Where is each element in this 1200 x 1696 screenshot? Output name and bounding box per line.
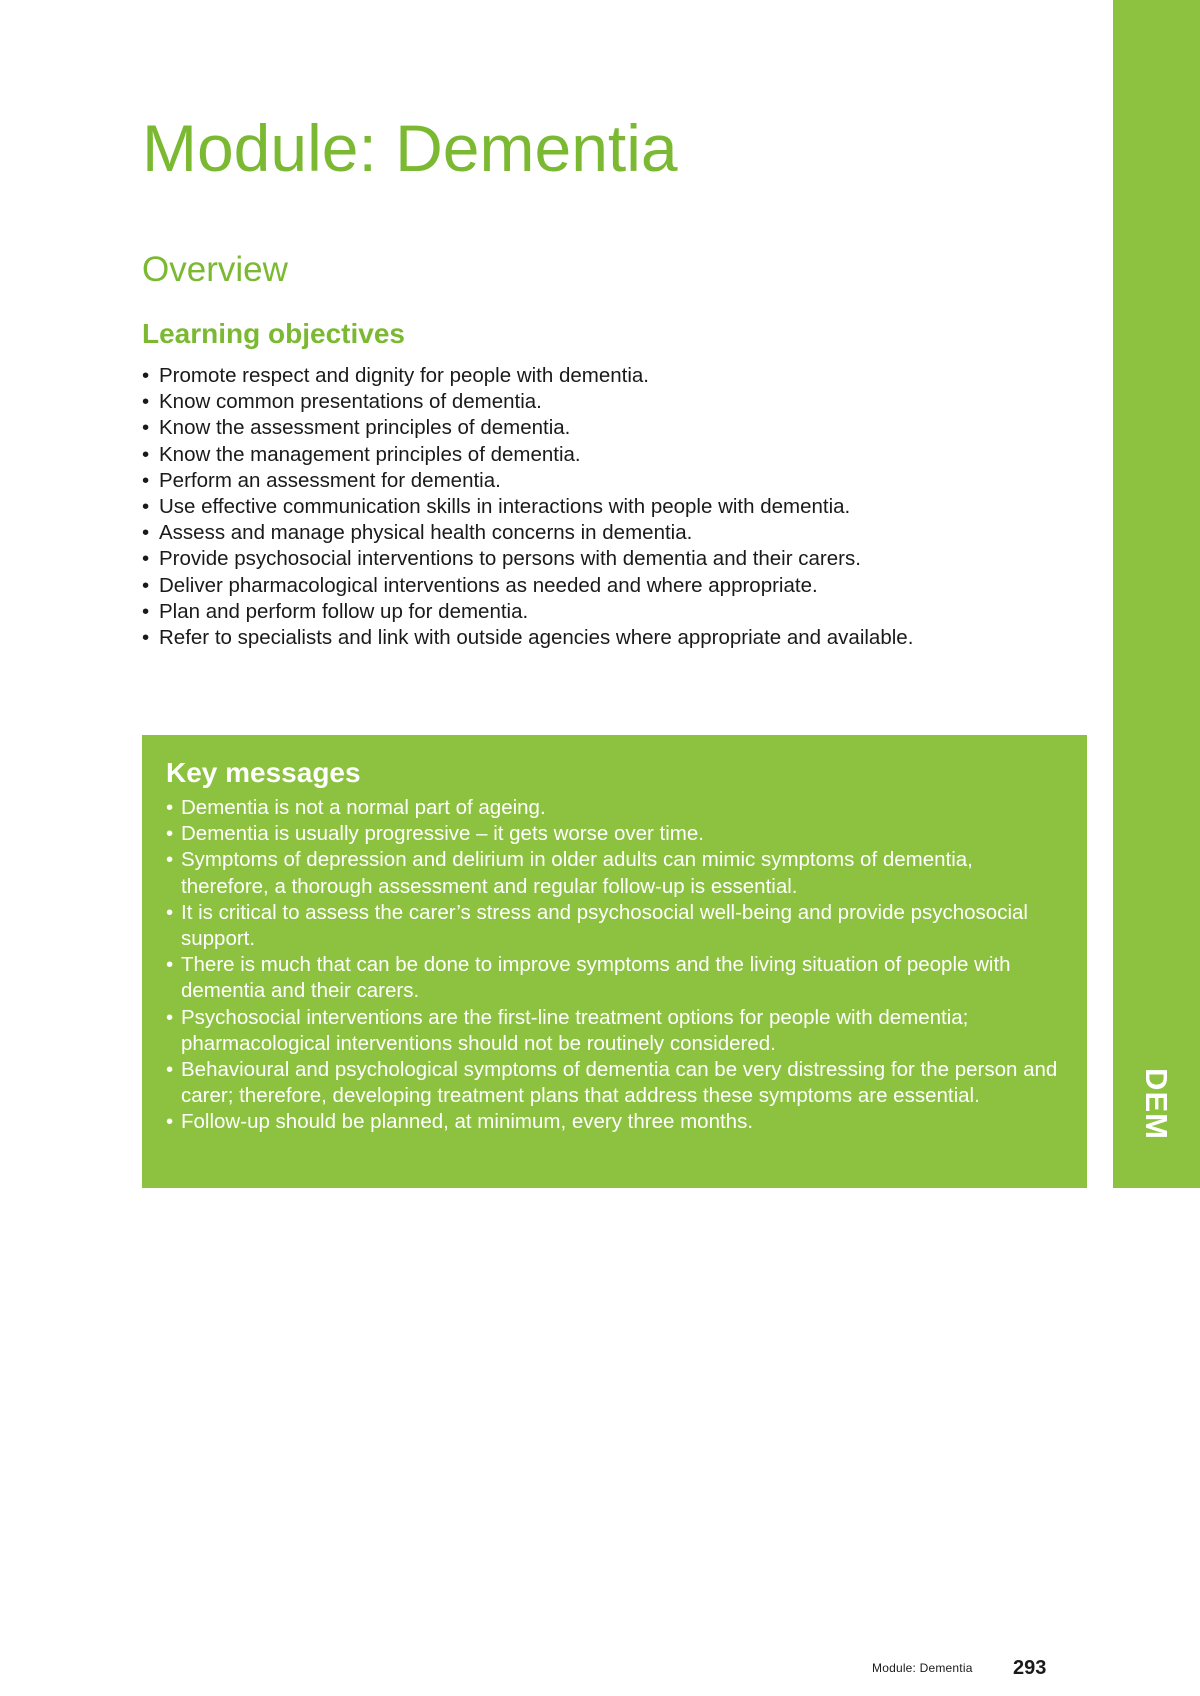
footer-module-label: Module: Dementia: [872, 1661, 973, 1675]
bullet-icon: •: [166, 796, 174, 819]
objective-text: Know the assessment principles of dementia.: [159, 416, 571, 440]
objective-text: Assess and manage physical health concerns in dementia.: [159, 521, 693, 545]
learning-objectives-list: [142, 363, 1092, 651]
objective-item: [142, 546, 1092, 572]
objective-text: Use effective communication skills in interactions with people with dementia.: [159, 495, 851, 519]
bullet-icon: •: [142, 547, 150, 571]
objective-text: Promote respect and dignity for people with dementia.: [159, 364, 649, 387]
bullet-icon: •: [166, 1005, 174, 1029]
objective-item: [142, 599, 1092, 625]
key-messages-heading: Key messages: [166, 757, 361, 788]
objective-item: [142, 494, 1092, 520]
bullet-icon: •: [142, 468, 150, 492]
objective-item: [142, 468, 1092, 494]
key-messages-box: [142, 735, 1087, 1188]
bullet-icon: •: [166, 822, 174, 846]
key-message-text: Psychosocial interventions are the first-line treatment options for people with dementia; pharmacological interventions should not be routinely considered.: [181, 1005, 969, 1055]
bullet-icon: •: [142, 495, 150, 519]
key-message-text: There is much that can be done to improve symptoms and the living situation of people with dementia and their carers.: [181, 953, 1011, 1003]
learning-objectives-heading: Learning objectives: [142, 318, 405, 349]
bullet-icon: •: [142, 390, 150, 414]
key-message-item: [166, 952, 1063, 1004]
key-messages-list: [166, 795, 1063, 1136]
objective-item: [142, 442, 1092, 468]
objective-item: [142, 389, 1092, 415]
bullet-icon: •: [142, 364, 150, 387]
key-message-text: It is critical to assess the carer’s stress and psychosocial well-being and provide psychosocial support.: [181, 900, 1028, 951]
module-title: Module: Dementia: [142, 111, 678, 185]
objective-text: Perform an assessment for dementia.: [159, 468, 501, 492]
key-message-text: Symptoms of depression and delirium in older adults can mimic symptoms of dementia, therefore, a thorough assessment and regular follow-up is essential.: [181, 848, 973, 898]
bullet-icon: •: [142, 599, 150, 623]
bullet-icon: •: [166, 1058, 174, 1082]
objective-text: Plan and perform follow up for dementia.: [159, 599, 529, 623]
bullet-icon: •: [166, 953, 174, 977]
key-message-item: [166, 900, 1063, 952]
objective-item: [142, 415, 1092, 441]
side-section-tab: [1113, 0, 1200, 1188]
objective-item: [142, 363, 1092, 389]
key-message-text: Follow-up should be planned, at minimum, every three months.: [181, 1110, 754, 1134]
key-message-text: Behavioural and psychological symptoms of dementia can be very distressing for the person and carer; therefore, developing treatment plans that address these symptoms are essential.: [181, 1058, 1058, 1108]
bullet-icon: •: [166, 848, 174, 872]
bullet-icon: •: [142, 521, 150, 545]
page-number: 293: [1013, 1657, 1047, 1679]
objective-item: [142, 573, 1092, 599]
key-message-item: [166, 795, 1063, 821]
overview-heading: Overview: [142, 250, 288, 289]
objective-item: [142, 520, 1092, 546]
objective-text: Deliver pharmacological interventions as needed and where appropriate.: [159, 573, 818, 597]
key-message-item: [166, 1005, 1063, 1057]
key-message-item: [166, 821, 1063, 847]
key-message-item: [166, 1057, 1063, 1109]
objective-text: Refer to specialists and link with outside agencies where appropriate and available.: [159, 626, 914, 650]
key-message-text: Dementia is usually progressive – it gets worse over time.: [181, 822, 704, 846]
bullet-icon: •: [142, 442, 150, 466]
objective-text: Know the management principles of dementia.: [159, 442, 581, 466]
page-footer: [872, 1656, 1046, 1680]
objective-text: Provide psychosocial interventions to persons with dementia and their carers.: [159, 547, 861, 571]
objective-text: Know common presentations of dementia.: [159, 390, 542, 414]
bullet-icon: •: [142, 416, 150, 440]
key-message-item: [166, 1109, 1063, 1135]
key-message-text: Dementia is not a normal part of ageing.: [181, 796, 546, 819]
bullet-icon: •: [142, 573, 150, 597]
key-message-item: [166, 847, 1063, 899]
bullet-icon: •: [166, 900, 174, 924]
side-tab-label: DEM: [1139, 1068, 1174, 1140]
objective-item: [142, 625, 1092, 651]
bullet-icon: •: [142, 626, 150, 650]
bullet-icon: •: [166, 1110, 174, 1134]
